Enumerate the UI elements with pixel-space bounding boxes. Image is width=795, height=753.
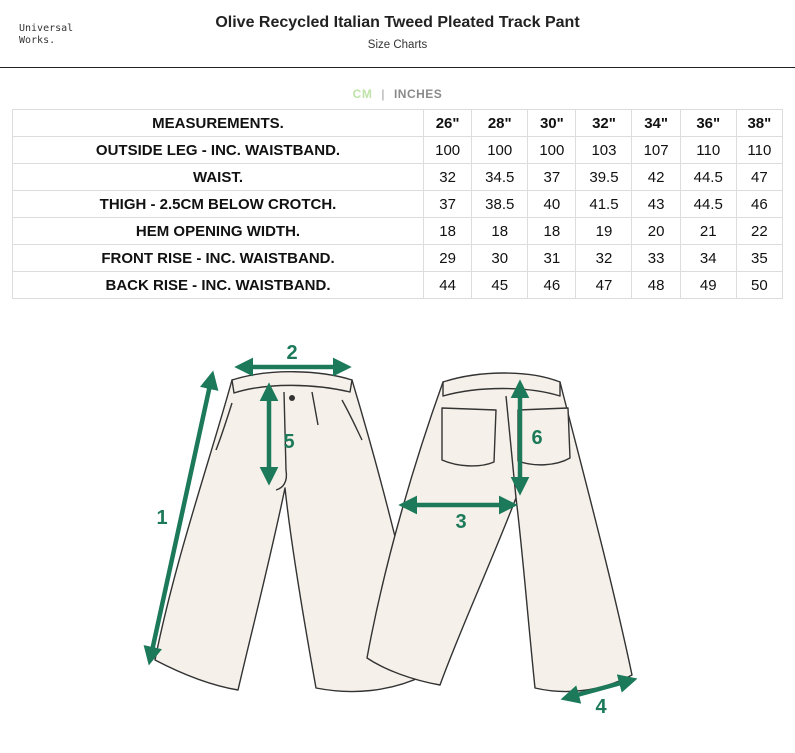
back-trouser-illustration (367, 373, 632, 692)
back-pocket-left (442, 408, 496, 466)
header (0, 0, 795, 68)
measurement-label: THIGH - 2.5CM BELOW CROTCH. (13, 191, 424, 218)
table-header-row (13, 110, 783, 137)
measurement-value: 18 (424, 218, 472, 245)
measurement-value: 19 (576, 218, 632, 245)
front-button (290, 396, 295, 401)
measurement-value: 110 (736, 137, 782, 164)
measurement-label: OUTSIDE LEG - INC. WAISTBAND. (13, 137, 424, 164)
measurements-header: MEASUREMENTS. (13, 110, 424, 137)
measurement-value: 50 (736, 272, 782, 299)
page-title: Olive Recycled Italian Tweed Pleated Track Pant (215, 14, 580, 31)
brand-line-2: Works. (19, 35, 56, 46)
measurement-value: 44.5 (680, 164, 736, 191)
measurement-value: 44.5 (680, 191, 736, 218)
measurement-value: 18 (472, 218, 528, 245)
measurement-value: 42 (632, 164, 680, 191)
measurement-value: 47 (736, 164, 782, 191)
measurement-value: 37 (528, 164, 576, 191)
table-row (13, 245, 783, 272)
page-subtitle: Size Charts (367, 39, 428, 51)
measurement-value: 49 (680, 272, 736, 299)
measurement-value: 18 (528, 218, 576, 245)
measurement-value: 38.5 (472, 191, 528, 218)
measurement-label: HEM OPENING WIDTH. (13, 218, 424, 245)
measurement-value: 32 (576, 245, 632, 272)
measurement-value: 40 (528, 191, 576, 218)
measurement-value: 20 (632, 218, 680, 245)
unit-toggle (0, 87, 795, 101)
label-thigh: 3 (455, 511, 467, 533)
measurement-value: 103 (576, 137, 632, 164)
label-hem: 4 (595, 696, 607, 718)
table-row (13, 191, 783, 218)
label-waist: 2 (286, 342, 298, 364)
label-front-rise: 5 (283, 431, 295, 453)
garment-diagram (0, 330, 795, 750)
unit-inches-button[interactable]: INCHES (393, 87, 443, 101)
size-header: 30" (528, 110, 576, 137)
size-chart-table (12, 109, 783, 299)
measurement-value: 107 (632, 137, 680, 164)
measurement-value: 110 (680, 137, 736, 164)
measurement-label: BACK RISE - INC. WAISTBAND. (13, 272, 424, 299)
measurement-value: 48 (632, 272, 680, 299)
size-header: 32" (576, 110, 632, 137)
measurement-value: 34 (680, 245, 736, 272)
table-row (13, 218, 783, 245)
measurement-value: 31 (528, 245, 576, 272)
measurement-label: WAIST. (13, 164, 424, 191)
unit-separator: | (381, 87, 385, 101)
measurement-value: 46 (736, 191, 782, 218)
measurement-value: 29 (424, 245, 472, 272)
measurement-value: 45 (472, 272, 528, 299)
size-header: 28" (472, 110, 528, 137)
measurement-value: 30 (472, 245, 528, 272)
measurement-value: 100 (472, 137, 528, 164)
measurement-value: 32 (424, 164, 472, 191)
label-back-rise: 6 (531, 427, 543, 449)
size-header: 36" (680, 110, 736, 137)
measurement-value: 41.5 (576, 191, 632, 218)
measurement-value: 100 (528, 137, 576, 164)
table-row (13, 164, 783, 191)
measurement-value: 39.5 (576, 164, 632, 191)
measurement-value: 34.5 (472, 164, 528, 191)
measurement-value: 33 (632, 245, 680, 272)
size-header: 38" (736, 110, 782, 137)
measurement-value: 44 (424, 272, 472, 299)
measurement-value: 35 (736, 245, 782, 272)
table-row (13, 137, 783, 164)
measurement-value: 46 (528, 272, 576, 299)
measurement-value: 21 (680, 218, 736, 245)
size-header: 26" (424, 110, 472, 137)
table-row (13, 272, 783, 299)
size-header: 34" (632, 110, 680, 137)
label-outside-leg: 1 (156, 507, 168, 529)
measurement-label: FRONT RISE - INC. WAISTBAND. (13, 245, 424, 272)
back-trouser-body (367, 382, 632, 692)
measurement-value: 37 (424, 191, 472, 218)
measurement-value: 100 (424, 137, 472, 164)
measurement-value: 22 (736, 218, 782, 245)
measurement-value: 47 (576, 272, 632, 299)
measurement-value: 43 (632, 191, 680, 218)
back-pocket-right (518, 408, 570, 465)
brand-line-1: Universal (19, 23, 74, 34)
unit-cm-button[interactable]: CM (352, 87, 373, 101)
